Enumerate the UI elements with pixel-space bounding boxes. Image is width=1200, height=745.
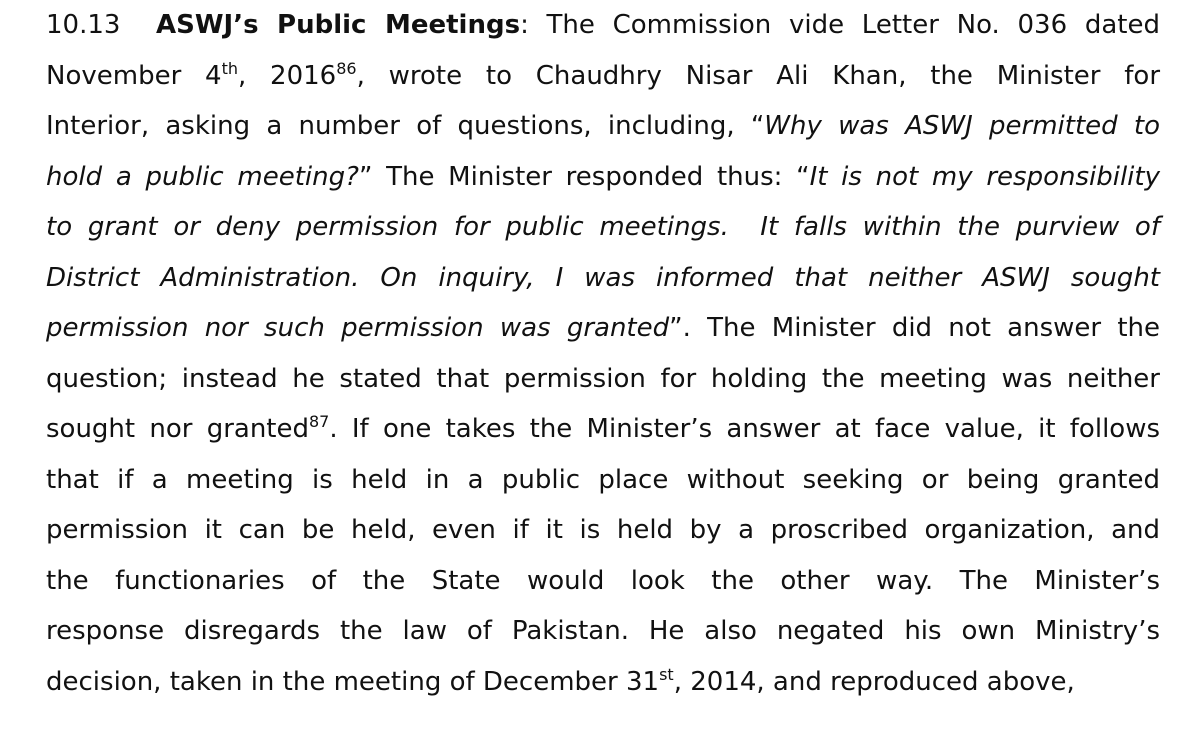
text-line (46, 0, 1160, 50)
superscript: st (659, 664, 674, 684)
superscript: th (221, 58, 238, 78)
text-run: , 2016 (238, 60, 337, 91)
text-run: . If one takes the Minister’s answer at face value, it follows (329, 414, 1161, 444)
text-line (46, 455, 1160, 505)
text-run: Why was ASWJ permitted to (764, 111, 1160, 141)
superscript: 86 (336, 58, 357, 78)
text-line (46, 303, 1160, 353)
text-run: the functionaries of the State would look the other way. The Minister’s (46, 565, 1160, 596)
text-run: November 4 (46, 60, 222, 91)
text-line (46, 202, 1160, 252)
text-run: : The Commission vide Letter No. 036 dated (520, 10, 1160, 40)
text-line (46, 51, 1160, 101)
text-line (46, 606, 1160, 656)
text-run: ” The Minister responded thus: “ (358, 161, 810, 192)
text-run: question; instead he stated that permission for holding the meeting was neither (46, 363, 1160, 394)
text-run: sought nor granted (46, 414, 309, 444)
text-run: permission it can be held, even if it is held by a proscribed organization, and (46, 515, 1160, 545)
text-run: It is not my responsibility (809, 161, 1160, 192)
superscript: 87 (309, 412, 330, 431)
paragraph-number: 10.13 (46, 10, 121, 40)
text-line (46, 404, 1160, 454)
text-run: decision, taken in the meeting of December 31 (46, 666, 660, 697)
text-run: ”. The Minister did not answer the (669, 313, 1160, 343)
text-line (46, 152, 1160, 202)
text-run: , wrote to Chaudhry Nisar Ali Khan, the Minister for (356, 60, 1161, 91)
text-line (46, 556, 1160, 606)
text-run: , 2014, and reproduced above, (673, 666, 1075, 697)
text-line (46, 354, 1160, 404)
text-run: District Administration. On inquiry, I was informed that neither ASWJ sought (46, 262, 1160, 293)
text-run: hold a public meeting? (46, 161, 359, 192)
text-line (46, 101, 1160, 151)
text-line (46, 253, 1160, 303)
text-run: Interior, asking a number of questions, including, “ (46, 111, 765, 141)
text-run: to grant or deny permission for public meetings. It falls within the purview of (46, 212, 1160, 242)
text-run: response disregards the law of Pakistan. He also negated his own Ministry’s (46, 616, 1160, 646)
text-run: permission nor such permission was granted (46, 313, 670, 343)
text-line (46, 657, 1160, 707)
text-line (46, 505, 1160, 555)
text-run: that if a meeting is held in a public place without seeking or being granted (46, 464, 1160, 495)
paragraph-heading: ASWJ’s Public Meetings (156, 10, 521, 40)
